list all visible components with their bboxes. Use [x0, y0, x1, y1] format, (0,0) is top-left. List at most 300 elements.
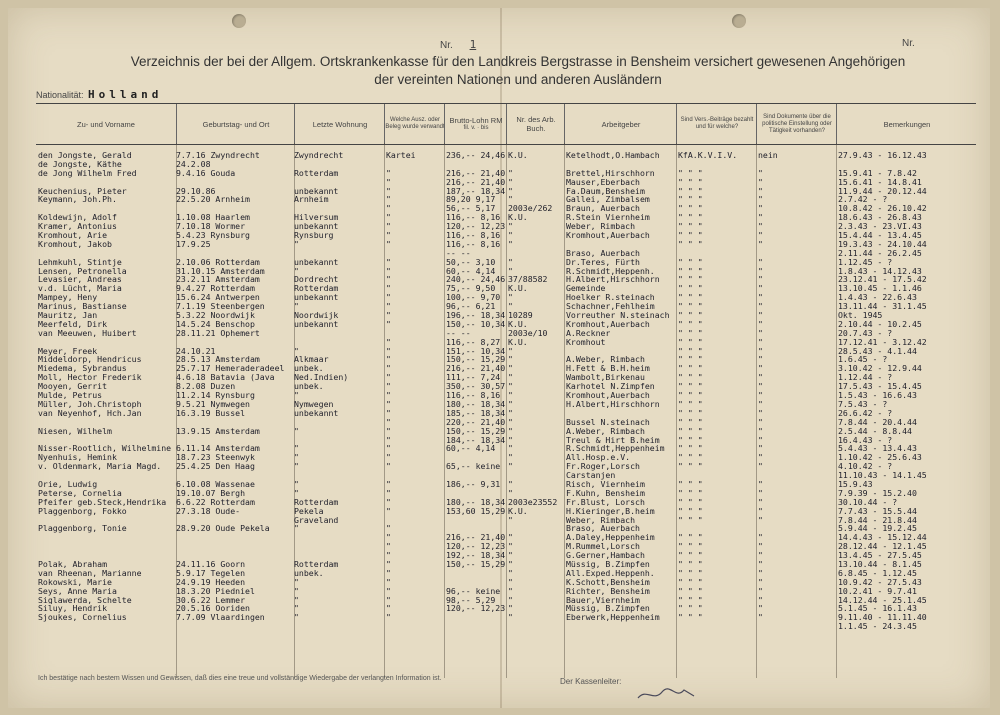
- cell-con: " " ": [678, 577, 703, 587]
- cell-rem: 19.3.43 - 24.10.44: [838, 239, 927, 249]
- cell-rem: 14.12.44 - 25.1.45: [838, 595, 927, 605]
- cell-rem: 7.5.43 - ?: [838, 399, 888, 409]
- cell-res: Graveland: [294, 515, 339, 525]
- cell-emp: Fr.Blust, Lorsch: [566, 497, 645, 507]
- cell-name: Levasier, Andreas: [38, 275, 122, 285]
- cell-con: " " ": [678, 506, 703, 516]
- cell-wage: 153,60 15,29: [446, 506, 506, 516]
- cell-birth: 24.2.08: [176, 159, 211, 169]
- cell-book: ": [508, 373, 513, 383]
- cell-res: Rotterdam: [294, 168, 339, 178]
- cell-name: de Jong Wilhelm Fred: [38, 168, 137, 178]
- cell-con: " " ": [678, 302, 703, 312]
- table-row: [8, 453, 990, 462]
- cell-wage: 60,-- 4,14: [446, 266, 496, 276]
- cell-book: ": [508, 568, 513, 578]
- cell-wage: 111,-- 7,24: [446, 373, 501, 383]
- cell-doc: ": [758, 257, 763, 267]
- cell-wage: 216,-- 21,40: [446, 364, 506, 374]
- table-row: [8, 516, 990, 525]
- cell-wage: 96,-- 6,21: [446, 302, 496, 312]
- cell-src: ": [386, 488, 391, 498]
- cell-name: Plaggenborg, Fokko: [38, 506, 127, 516]
- cell-doc: ": [758, 551, 763, 560]
- cell-rem: 7.7.43 - 15.5.44: [838, 506, 917, 516]
- cell-res: Dordrecht: [294, 275, 339, 285]
- cell-rem: 4.10.42 - ?: [838, 462, 893, 472]
- cell-rem: 30.10.44 - ?: [838, 497, 898, 507]
- cell-res: ": [294, 426, 299, 436]
- cell-rem: 28.5.43 - 4.1.44: [838, 346, 917, 356]
- cell-birth: 28.11.21 Ophemert: [176, 328, 260, 338]
- cell-doc: ": [758, 195, 763, 205]
- cell-con: " " ": [678, 568, 703, 578]
- cell-con: " " ": [678, 417, 703, 427]
- cell-emp: R.Schmidt,Heppenh.: [566, 266, 655, 276]
- cell-emp: H.Albert,Hirschhorn: [566, 275, 660, 285]
- cell-birth: 5.4.23 Rynsburg: [176, 231, 250, 240]
- cell-doc: ": [758, 284, 763, 294]
- document-sheet: [8, 8, 990, 708]
- cell-birth: 25.7.17 Hemeraderadeel: [176, 364, 285, 374]
- col-contributions: Sind Vers.-Beiträge bezahlt und für welche?: [676, 104, 757, 144]
- cell-book: ": [508, 417, 513, 427]
- cell-birth: 11.2.14 Rynsburg: [176, 391, 255, 400]
- cell-birth: 24.10.21: [176, 346, 216, 356]
- cell-emp: A.Daley,Heppenheim: [566, 533, 655, 543]
- cell-wage: 89,20 9,17: [446, 195, 496, 205]
- table-row: [8, 204, 990, 213]
- cell-rem: 1.6.45 - ?: [838, 355, 888, 365]
- cell-birth: 16.3.19 Bussel: [176, 408, 246, 418]
- table-row: [8, 560, 990, 569]
- cell-birth: 8.2.08 Duzen: [176, 382, 236, 392]
- cell-birth: 1.10.08 Haarlem: [176, 213, 250, 223]
- cell-emp: Risch, Viernheim: [566, 479, 645, 489]
- cell-con: " " ": [678, 177, 703, 187]
- cell-res: Hilversum: [294, 213, 339, 223]
- cell-res: ": [294, 391, 299, 400]
- cell-emp: K.Schott,Bensheim: [566, 577, 650, 587]
- cell-src: ": [386, 257, 391, 267]
- cell-book: 2003e/262: [508, 204, 553, 214]
- cell-src: ": [386, 462, 391, 472]
- table-row: [8, 569, 990, 578]
- cell-book: K.U.: [508, 213, 528, 223]
- cell-emp: Braso, Auerbach: [566, 248, 640, 258]
- cell-book: K.U.: [508, 284, 528, 294]
- cell-name: Polak, Abraham: [38, 559, 108, 569]
- cell-doc: ": [758, 382, 763, 392]
- cell-birth: 15.6.24 Antwerpen: [176, 293, 260, 303]
- punch-hole-left: [232, 14, 246, 28]
- cell-con: " " ": [678, 364, 703, 374]
- cell-rem: 17.5.43 - 15.4.45: [838, 382, 922, 392]
- cell-src: ": [386, 293, 391, 303]
- cell-emp: All.Exped.Heppenh.: [566, 568, 655, 578]
- cell-name: Pfeifer geb.Steck,Hendrika: [38, 497, 167, 507]
- cell-wage: 60,-- 4,14: [446, 444, 496, 454]
- cell-emp: G.Gerner,Hambach: [566, 551, 645, 560]
- cell-rem: 1.12.45 - ?: [838, 257, 893, 267]
- table-row: [8, 249, 990, 258]
- cell-birth: 4.6.18 Batavia (Java: [176, 373, 275, 383]
- table-row: [8, 338, 990, 347]
- cell-emp: Weber, Rimbach: [566, 222, 636, 232]
- punch-hole-right: [732, 14, 746, 28]
- cell-res: ": [294, 302, 299, 312]
- cell-rem: 1.4.43 - 22.6.43: [838, 293, 917, 303]
- cell-book: ": [508, 479, 513, 489]
- cell-src: ": [386, 595, 391, 605]
- cell-doc: ": [758, 426, 763, 436]
- cell-birth: 18.3.20 Piedniel: [176, 586, 255, 596]
- cell-emp: H.Albert,Hirschhorn: [566, 399, 660, 409]
- cell-doc: ": [758, 355, 763, 365]
- cell-wage: 186,-- 9,31: [446, 479, 501, 489]
- cell-wage: 98,-- 5,29: [446, 595, 496, 605]
- cell-src: ": [386, 426, 391, 436]
- cell-book: ": [508, 408, 513, 418]
- table-row: [8, 409, 990, 418]
- cell-birth: 7.10.18 Wormer: [176, 222, 246, 232]
- cell-con: " " ": [678, 542, 703, 552]
- table-row: [8, 195, 990, 204]
- table-row: [8, 320, 990, 329]
- cell-emp: R.Stein Viernheim: [566, 213, 650, 223]
- cell-birth: 5.9.17 Tegelen: [176, 568, 246, 578]
- cell-con: " " ": [678, 559, 703, 569]
- cell-name: van Rheenan, Marianne: [38, 568, 142, 578]
- cell-book: ": [508, 488, 513, 498]
- table-row: [8, 373, 990, 382]
- cell-name: Lensen, Petronella: [38, 266, 127, 276]
- cell-emp: Fr.Roger,Lorsch: [566, 462, 640, 472]
- cell-doc: ": [758, 346, 763, 356]
- table-row: [8, 222, 990, 231]
- cashier-label: Der Kassenleiter:: [560, 677, 622, 686]
- table-row: [8, 596, 990, 605]
- cell-doc: ": [758, 488, 763, 498]
- cell-wage: 96,-- keine: [446, 586, 501, 596]
- cell-doc: ": [758, 604, 763, 614]
- cell-src: ": [386, 337, 391, 347]
- cell-res: ": [294, 266, 299, 276]
- cell-con: " " ": [678, 399, 703, 409]
- cell-res: Zwyndrecht: [294, 151, 344, 160]
- cell-wage: 116,-- 8,16: [446, 213, 501, 223]
- cell-wage: 187,-- 18,34: [446, 186, 506, 196]
- cell-rem: 1.12.44 - ?: [838, 373, 893, 383]
- cell-rem: 5.4.43 - 13.4.43: [838, 444, 917, 454]
- cell-rem: 7.8.44 - 21.8.44: [838, 515, 917, 525]
- table-row: [8, 436, 990, 445]
- cell-rem: 5.1.45 - 16.1.43: [838, 604, 917, 614]
- col-source: Welche Ausz. oder Beleg wurde verwandt: [384, 104, 445, 144]
- cell-con: " " ": [678, 488, 703, 498]
- cell-con: " " ": [678, 595, 703, 605]
- cell-emp: Mauser,Eberbach: [566, 177, 640, 187]
- cell-emp: Kromhout,Auerbach: [566, 231, 650, 240]
- cell-birth: 30.6.22 Lemmer: [176, 595, 246, 605]
- cell-doc: ": [758, 177, 763, 187]
- cell-book: ": [508, 586, 513, 596]
- cell-doc: ": [758, 204, 763, 214]
- cell-wage: 50,-- 3,10: [446, 257, 496, 267]
- cell-birth: 7.7.16 Zwyndrecht: [176, 151, 260, 160]
- table-row: [8, 284, 990, 293]
- cell-wage: 151,-- 10,34: [446, 346, 506, 356]
- cell-con: " " ": [678, 382, 703, 392]
- cell-res: unbekannt: [294, 222, 339, 232]
- cell-res: Nymwegen: [294, 399, 334, 409]
- cell-res: ": [294, 595, 299, 605]
- cell-wage: 240,-- 24,46: [446, 275, 506, 285]
- cell-wage: 216,-- 21,40: [446, 168, 506, 178]
- col-wage-label: Brutto-Lohn RM: [449, 116, 503, 125]
- cell-emp: Richter, Bensheim: [566, 586, 650, 596]
- cell-birth: 24.11.16 Goorn: [176, 559, 246, 569]
- cell-rem: Okt. 1945: [838, 311, 883, 320]
- cell-res: ": [294, 453, 299, 463]
- cell-doc: ": [758, 266, 763, 276]
- cell-con: " " ": [678, 391, 703, 400]
- cell-birth: 5.3.22 Noordwijk: [176, 311, 255, 320]
- table-row: [8, 391, 990, 400]
- cell-birth: 14.5.24 Benschop: [176, 319, 255, 329]
- table-row: [8, 507, 990, 516]
- cell-emp: Müssig, B.Zimpfen: [566, 604, 650, 614]
- cell-doc: ": [758, 453, 763, 463]
- cell-emp: Kromhout,Auerbach: [566, 391, 650, 400]
- cell-birth: 23.2.11 Amsterdam: [176, 275, 260, 285]
- cell-name: Mauritz, Jan: [38, 311, 98, 320]
- cell-wage: 180,-- 18,34: [446, 497, 506, 507]
- cell-rem: 2.3.43 - 23.VI.43: [838, 222, 922, 232]
- cell-con: KfA.K.V.I.V.: [678, 151, 738, 160]
- cell-book: ": [508, 604, 513, 614]
- cell-emp: Gemeinde: [566, 284, 606, 294]
- cell-src: ": [386, 364, 391, 374]
- cell-rem: 5.9.44 - 19.2.45: [838, 524, 917, 534]
- cell-con: " " ": [678, 453, 703, 463]
- table-row: [8, 427, 990, 436]
- cell-emp: Eberwerk,Heppenheim: [566, 613, 660, 623]
- cell-src: ": [386, 382, 391, 392]
- cell-src: ": [386, 551, 391, 560]
- cell-rem: 1.5.43 - 16.6.43: [838, 391, 917, 400]
- col-wage-sub1: fil. v.: [463, 125, 476, 131]
- cell-book: ": [508, 177, 513, 187]
- cell-name: van Meeuwen, Huibert: [38, 328, 137, 338]
- cell-rem: 15.6.41 - 14.8.41: [838, 177, 922, 187]
- cell-book: ": [508, 577, 513, 587]
- cell-src: ": [386, 542, 391, 552]
- cell-doc: ": [758, 186, 763, 196]
- cell-book: K.U.: [508, 319, 528, 329]
- cell-con: " " ": [678, 319, 703, 329]
- cell-src: ": [386, 399, 391, 409]
- cell-birth: 9.4.16 Gouda: [176, 168, 236, 178]
- table-body: [8, 151, 990, 631]
- table-row: [8, 187, 990, 196]
- cell-wage: 116,-- 8,16: [446, 239, 501, 249]
- cell-book: K.U.: [508, 151, 528, 160]
- cell-res: Ned.Indien): [294, 373, 349, 383]
- cell-book: ": [508, 453, 513, 463]
- cell-wage: 100,-- 9,70: [446, 293, 501, 303]
- table-row: [8, 178, 990, 187]
- cell-birth: 25.4.25 Den Haag: [176, 462, 255, 472]
- cell-doc: ": [758, 559, 763, 569]
- col-documents: Sind Dokumente über die politische Einstellung oder Tätigkeit vorhanden?: [756, 104, 837, 144]
- cell-emp: Braun, Auerbach: [566, 204, 640, 214]
- cell-name: Kromhout, Jakob: [38, 239, 112, 249]
- cell-wage: 120,-- 12,23: [446, 542, 506, 552]
- cell-emp: Bussel N.steinach: [566, 417, 650, 427]
- cell-doc: ": [758, 586, 763, 596]
- cell-doc: ": [758, 497, 763, 507]
- cell-src: ": [386, 506, 391, 516]
- cell-name: Miedema, Sybrandus: [38, 364, 127, 374]
- cell-con: " " ": [678, 293, 703, 303]
- cell-rem: 1.10.42 - 25.6.43: [838, 453, 922, 463]
- col-wage-sub2: bis: [480, 125, 489, 131]
- cell-src: ": [386, 266, 391, 276]
- cell-con: " " ": [678, 373, 703, 383]
- table-row: [8, 382, 990, 391]
- table-row: [8, 622, 990, 631]
- cell-name: Seys, Anne Maria: [38, 586, 117, 596]
- cell-book: ": [508, 542, 513, 552]
- cell-rem: 15.4.44 - 13.4.45: [838, 231, 922, 240]
- cell-book: ": [508, 444, 513, 454]
- cell-src: ": [386, 577, 391, 587]
- cell-res: unbekannt: [294, 186, 339, 196]
- table-row: [8, 302, 990, 311]
- table-row: [8, 355, 990, 364]
- cell-birth: 7.1.19 Steenbergen: [176, 302, 265, 312]
- cell-wage: 150,-- 15,29: [446, 559, 506, 569]
- cell-rem: 26.6.42 - ?: [838, 408, 893, 418]
- cell-res: unbekannt: [294, 257, 339, 267]
- cell-emp: Treul & Hirt B.heim: [566, 435, 660, 445]
- cell-con: " " ": [678, 337, 703, 347]
- cell-name: Müller, Joh.Christoph: [38, 399, 142, 409]
- cell-con: " " ": [678, 222, 703, 232]
- cell-con: " " ": [678, 533, 703, 543]
- cell-name: van Neyenhof, Hch.Jan: [38, 408, 142, 418]
- cell-res: Noordwijk: [294, 311, 339, 320]
- cell-wage: 192,-- 18,34: [446, 551, 506, 560]
- cell-con: " " ": [678, 231, 703, 240]
- cell-birth: 6.10.08 Wassenae: [176, 479, 255, 489]
- cell-name: Lehmkuhl, Stintje: [38, 257, 122, 267]
- signature-scribble: [636, 684, 696, 704]
- title-line-2: der vereinten Nationen und anderen Ausländern: [374, 72, 662, 87]
- cell-rem: 15.9.43: [838, 479, 873, 489]
- cell-con: " " ": [678, 551, 703, 560]
- cell-rem: 28.12.44 - 12.1.45: [838, 542, 927, 552]
- cell-con: " " ": [678, 168, 703, 178]
- cell-con: " " ": [678, 266, 703, 276]
- cell-doc: ": [758, 435, 763, 445]
- cell-src: ": [386, 275, 391, 285]
- table-row: [8, 462, 990, 471]
- cell-res: Arnheim: [294, 195, 329, 205]
- number-label-left: [440, 38, 476, 51]
- cell-emp: R.Schmidt,Heppenheim: [566, 444, 665, 454]
- cell-rem: 17.12.41 - 3.12.42: [838, 337, 927, 347]
- cell-name: Sjoukes, Cornelius: [38, 613, 127, 623]
- cell-rem: 10.8.42 - 26.10.42: [838, 204, 927, 214]
- cell-res: ": [294, 586, 299, 596]
- cell-rem: 13.11.44 - 31.1.45: [838, 302, 927, 312]
- cell-book: 2003e23552: [508, 497, 558, 507]
- cell-book: ": [508, 293, 513, 303]
- cell-src: ": [386, 355, 391, 365]
- col-name: Zu- und Vorname: [77, 119, 135, 129]
- cell-src: ": [386, 559, 391, 569]
- cell-name: Peterse, Cornelia: [38, 488, 122, 498]
- cell-doc: ": [758, 222, 763, 232]
- cell-birth: 13.9.15 Amsterdam: [176, 426, 260, 436]
- cell-book: ": [508, 613, 513, 623]
- cell-birth: 27.3.18 Oude-: [176, 506, 241, 516]
- cell-birth: 31.10.15 Amsterdam: [176, 266, 265, 276]
- cell-rem: 14.4.43 - 15.12.44: [838, 533, 927, 543]
- cell-birth: 2.10.06 Rotterdam: [176, 257, 260, 267]
- cell-wage: 116,-- 8,16: [446, 231, 501, 240]
- cell-con: " " ": [678, 328, 703, 338]
- cell-birth: 9.5.21 Nymwegen: [176, 399, 250, 409]
- cell-emp: Hoelker R.steinach: [566, 293, 655, 303]
- table-row: [8, 444, 990, 453]
- cell-book: ": [508, 382, 513, 392]
- cell-doc: ": [758, 577, 763, 587]
- cell-con: " " ": [678, 239, 703, 249]
- cell-name: v. Oldenmark, Maria Magd.: [38, 462, 162, 472]
- cell-emp: All.Hosp.e.V.: [566, 453, 631, 463]
- cell-con: " " ": [678, 257, 703, 267]
- cell-rem: 7.8.44 - 20.4.44: [838, 417, 917, 427]
- cell-name: Orie, Ludwig: [38, 479, 98, 489]
- cell-con: " " ": [678, 479, 703, 489]
- cell-rem: 1.8.43 - 14.12.43: [838, 266, 922, 276]
- cell-src: ": [386, 586, 391, 596]
- table-row: [8, 418, 990, 427]
- cell-book: K.U.: [508, 337, 528, 347]
- cell-rem: 13.4.45 - 27.5.45: [838, 551, 922, 560]
- table-row: [8, 400, 990, 409]
- table-row: [8, 542, 990, 551]
- cell-doc: ": [758, 328, 763, 338]
- cell-name: v.d. Lücht, Maria: [38, 284, 122, 294]
- cell-doc: ": [758, 542, 763, 552]
- cell-birth: 19.10.07 Bergh: [176, 488, 246, 498]
- table-row: [8, 604, 990, 613]
- col-employer: Arbeitgeber: [564, 104, 677, 144]
- cell-book: ": [508, 239, 513, 249]
- cell-book: ": [508, 515, 513, 525]
- cell-name: Nisser-Rootlich, Wilhelmine: [38, 444, 172, 454]
- cell-src: ": [386, 524, 391, 534]
- cell-res: ": [294, 604, 299, 614]
- cell-name: Siluy, Hendrik: [38, 604, 108, 614]
- cell-name: Marinus, Bastianse: [38, 302, 127, 312]
- table-row: [8, 160, 990, 169]
- cell-doc: ": [758, 568, 763, 578]
